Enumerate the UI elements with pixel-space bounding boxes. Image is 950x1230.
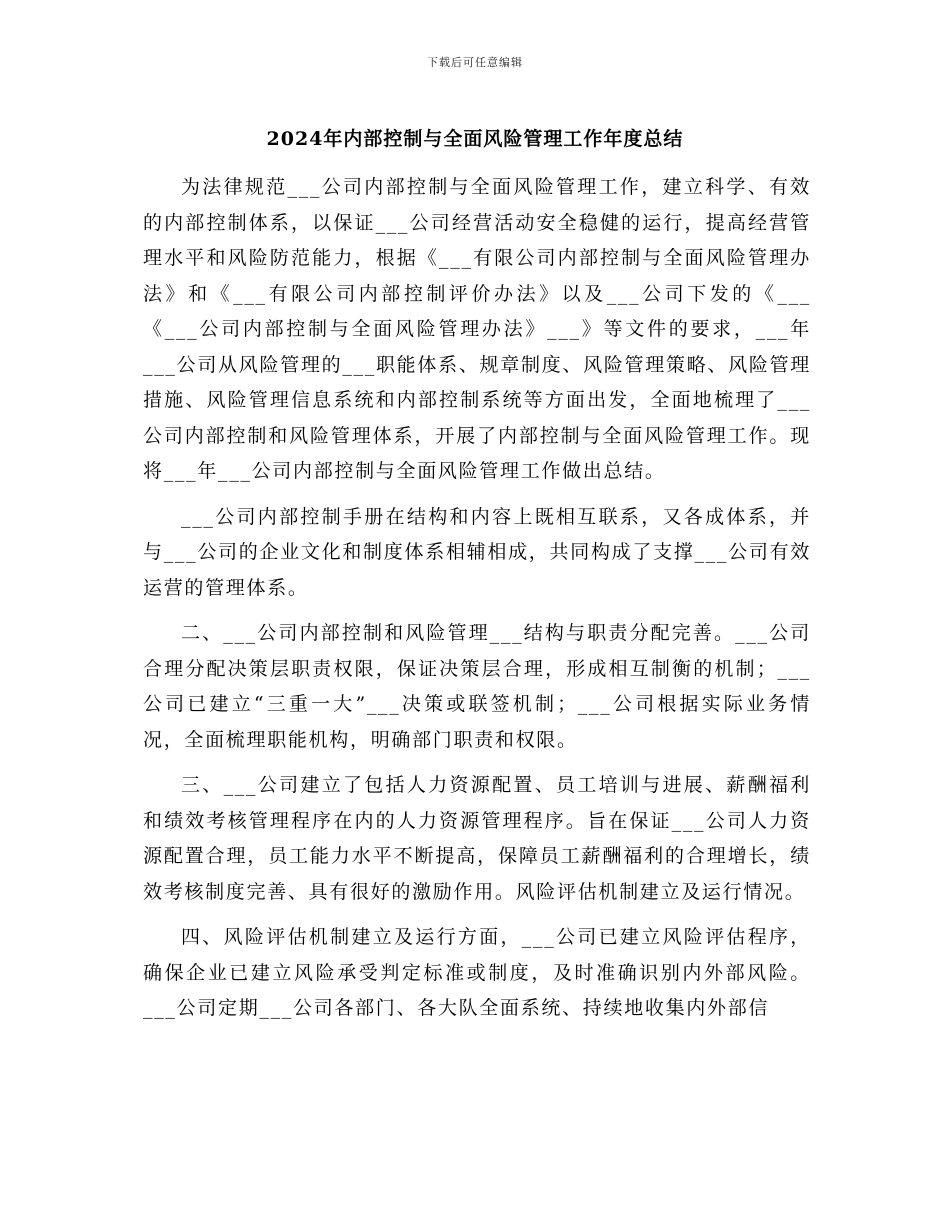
paragraph-section-2: 二、___公司内部控制和风险管理___结构与职责分配完善。___公司合理分配决策层职责权限，保证决策层合理，形成相互制衡的机制；___公司已建立“三重一大”___决策或联签机制；___公司根据实际业务情况，全面梳理职能机构，明确部门职责和权限。 [143, 622, 811, 751]
header-note: 下载后可任意编辑 [427, 56, 523, 69]
document-title: 2024年内部控制与全面风险管理工作年度总结 [266, 128, 684, 150]
paragraph-manual: ___公司内部控制手册在结构和内容上既相互联系，又各成体系，并与___公司的企业文化和制度体系相辅相成，共同构成了支撑___公司有效运营的管理体系。 [143, 505, 811, 599]
paragraph-section-4: 四、风险评估机制建立及运行方面，___公司已建立风险评估程序，确保企业已建立风险承受判定标准或制度，及时准确识别内外部风险。___公司定期___公司各部门、各大队全面系统、持续地收集内外部信 [143, 926, 811, 1019]
document-body [143, 170, 811, 1037]
paragraph-section-3: 三、___公司建立了包括人力资源配置、员工培训与进展、薪酬福利和绩效考核管理程序在内的人力资源管理程序。旨在保证___公司人力资源配置合理，员工能力水平不断提高，保障员工薪酬福利的合理增长，绩效考核制度完善、具有很好的激励作用。风险评估机制建立及运行情况。 [143, 774, 811, 903]
paragraph-intro: 为法律规范___公司内部控制与全面风险管理工作，建立科学、有效的内部控制体系，以保证___公司经营活动安全稳健的运行，提高经营管理水平和风险防范能力，根据《___有限公司内部控制与全面风险管理办法》和《___有限公司内部控制评价办法》以及___公司下发的《___《___公司内部控制与全面风险管理办法》___》等文件的要求，___年___公司从风险管理的___职能体系、规章制度、风险管理策略、风险管理措施、风险管理信息系统和内部控制系统等方面出发，全面地梳理了___公司内部控制和风险管理体系，开展了内部控制与全面风险管理工作。现将___年___公司内部控制与全面风险管理工作做出总结。 [143, 176, 811, 482]
